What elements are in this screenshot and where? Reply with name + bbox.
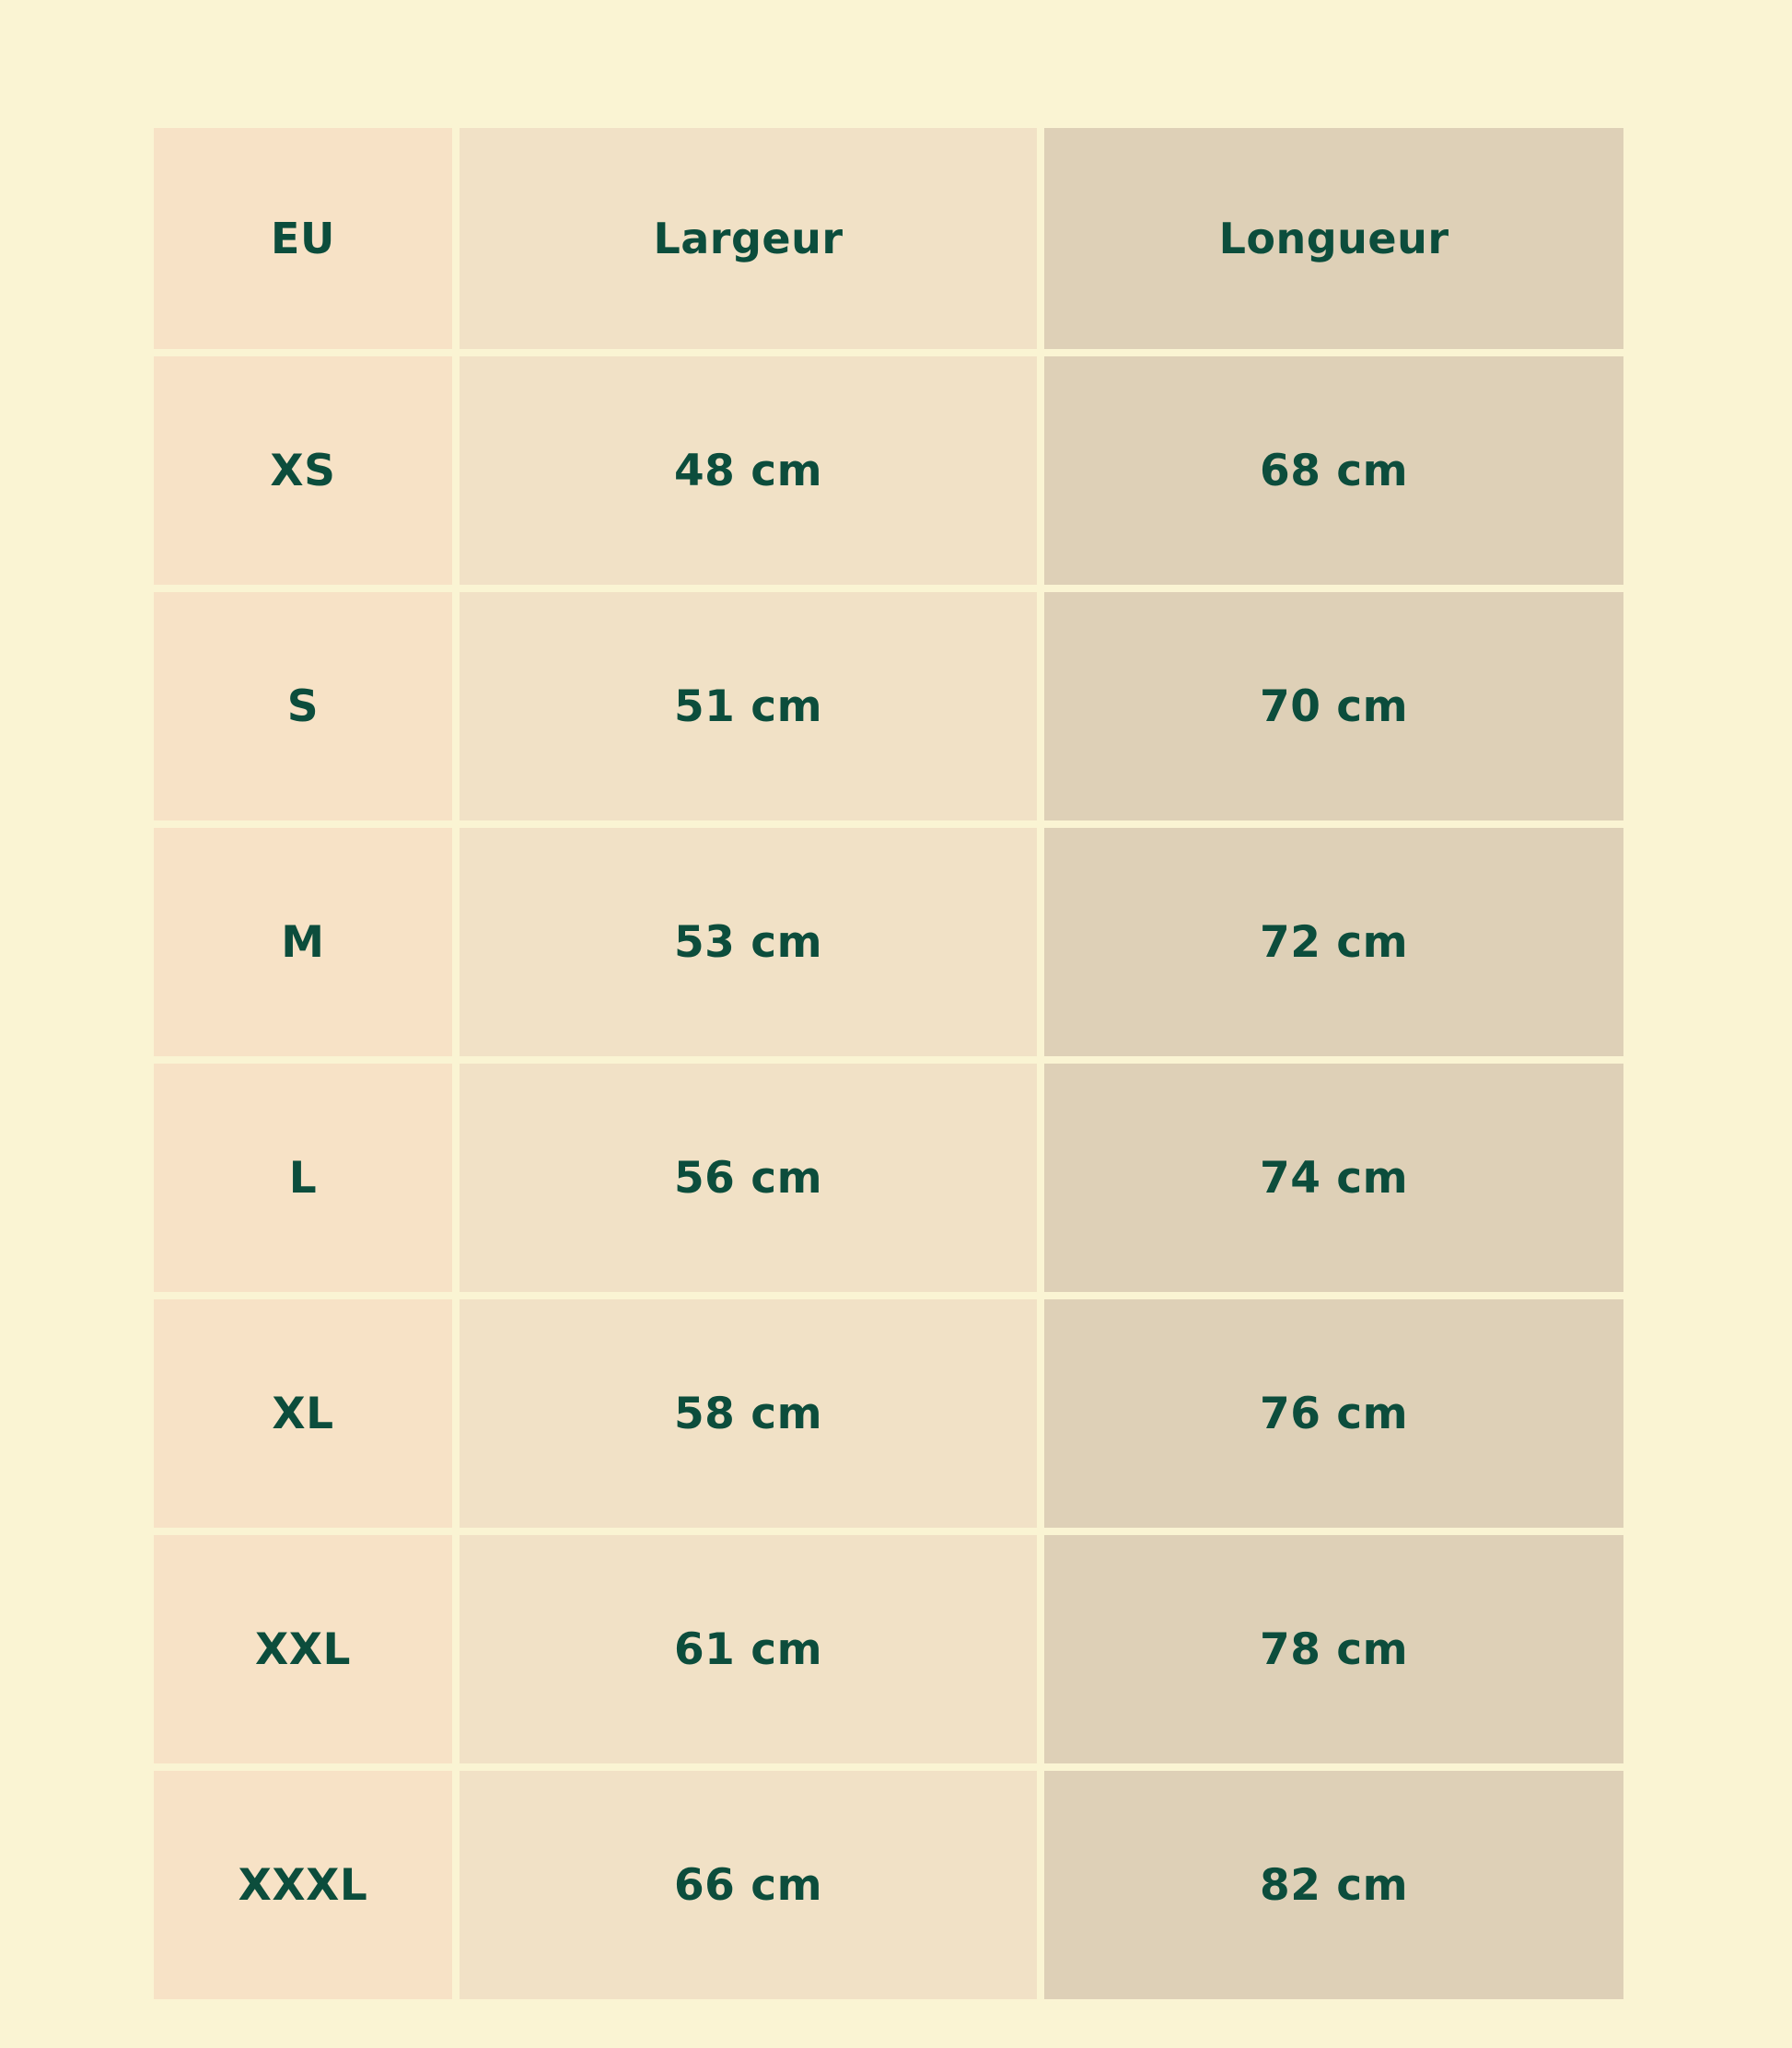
cell-largeur: 48 cm xyxy=(460,356,1037,585)
cell-largeur: 56 cm xyxy=(460,1064,1037,1292)
cell-longueur: 68 cm xyxy=(1044,356,1623,585)
cell-eu: L xyxy=(154,1064,452,1292)
cell-largeur: 51 cm xyxy=(460,592,1037,820)
cell-largeur: 61 cm xyxy=(460,1535,1037,1763)
table-row xyxy=(154,1064,1623,1292)
cell-eu: XS xyxy=(154,356,452,585)
column-header-eu: EU xyxy=(154,128,452,349)
table-row xyxy=(154,1771,1623,1999)
cell-largeur: 66 cm xyxy=(460,1771,1037,1999)
table-row xyxy=(154,592,1623,820)
table-row xyxy=(154,1299,1623,1528)
cell-longueur: 76 cm xyxy=(1044,1299,1623,1528)
size-table xyxy=(146,121,1631,2007)
table-row xyxy=(154,828,1623,1056)
cell-longueur: 70 cm xyxy=(1044,592,1623,820)
table-header-row xyxy=(154,128,1623,349)
cell-longueur: 78 cm xyxy=(1044,1535,1623,1763)
cell-longueur: 74 cm xyxy=(1044,1064,1623,1292)
table-header xyxy=(154,128,1623,349)
cell-largeur: 53 cm xyxy=(460,828,1037,1056)
cell-longueur: 82 cm xyxy=(1044,1771,1623,1999)
cell-longueur: 72 cm xyxy=(1044,828,1623,1056)
column-header-largeur: Largeur xyxy=(460,128,1037,349)
cell-eu: M xyxy=(154,828,452,1056)
cell-largeur: 58 cm xyxy=(460,1299,1037,1528)
table-body xyxy=(154,356,1623,1999)
column-header-longueur: Longueur xyxy=(1044,128,1623,349)
cell-eu: XL xyxy=(154,1299,452,1528)
table-row xyxy=(154,1535,1623,1763)
table-row xyxy=(154,356,1623,585)
cell-eu: S xyxy=(154,592,452,820)
cell-eu: XXL xyxy=(154,1535,452,1763)
cell-eu: XXXL xyxy=(154,1771,452,1999)
